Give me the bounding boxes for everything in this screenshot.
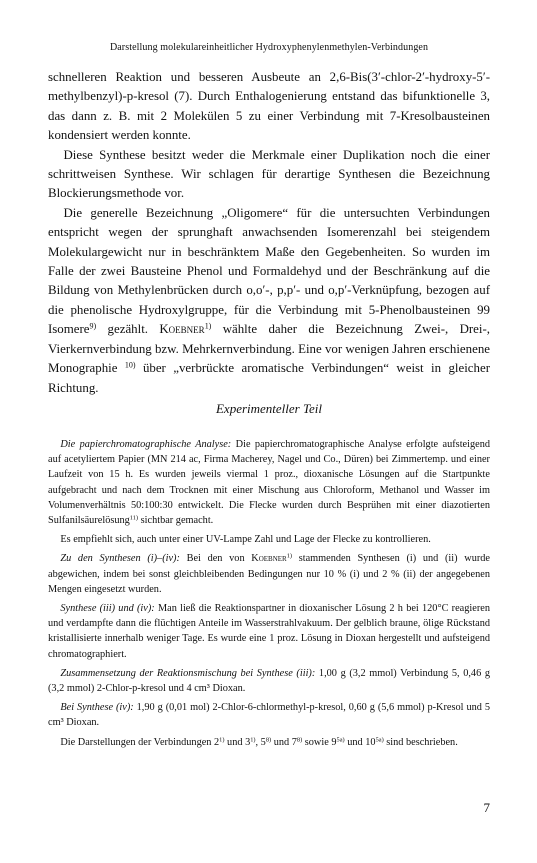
exp-paragraph-uv: Es empfiehlt sich, auch unter einer UV-Lampe Zahl und Lage der Flecke zu kontrollieren. <box>60 534 431 546</box>
reference-marker: 1) <box>286 552 293 560</box>
exp-paragraph-synthesis-iv <box>48 700 490 730</box>
exp-text: sichtbar gemacht. <box>138 515 214 527</box>
exp-text: 1,90 g (0,01 mol) 2-Chlor-6-chlormethyl-p-kresol, 0,60 g (5,6 mmol) p-Kresol und 5 cm³ Dioxan. <box>48 702 490 729</box>
exp-paragraph-syntheses <box>48 551 490 597</box>
paragraph-3-text-c: wählte daher die Bezeichnung Zwei-, Drei-, Vierkernverbindung bzw. Mehrkernverbindung. Eine vor wenigen Jahren erschienene Monographie <box>48 322 490 376</box>
reference-marker: 1) <box>250 736 256 744</box>
reference-marker: 1) <box>219 736 225 744</box>
author-name: Koebner <box>251 553 287 565</box>
exp-paragraph-references <box>48 735 490 750</box>
paragraph-1: schnelleren Reaktion und besseren Ausbeute an 2,6-Bis(3′-chlor-2′-hydroxy-5′-methylbenzyl)-p-kresol (7). Durch Enthalogenierung entstand das bifunktionelle 3, das dann z. B. mit 2 Molekülen 5 zu einer Verbindung mit 7-Kresolbausteinen kondensiert werden konnte. <box>48 70 490 143</box>
reference-marker: 5a) <box>375 736 384 744</box>
paragraph-3-text-a: Die generelle Bezeichnung „Oligomere“ für die untersuchten Verbindungen entspricht wegen der sprunghaft anwachsenden Isomerenzahl bei steigendem Molekulargewicht nur in beschränktem Maße den Gegebenheiten. So wurden im Falle der zwei Bausteine Phenol und Formaldehyd und der Beschränkung auf die Bildung von Methylenbrücken durch o,o′-, p,p′- und o,p′-Verknüpfung, bezogen auf die phenolische Hydroxylgruppe, für die Verbindung mit 5-Phenolbausteinen 99 Isomere <box>48 205 490 337</box>
reference-marker: 9) <box>89 321 97 331</box>
exp-lead: Zu den Synthesen (i)–(iv): <box>60 553 180 565</box>
reference-marker: 11) <box>129 514 139 522</box>
exp-text: und 10 <box>344 736 376 748</box>
exp-text: und 3 <box>224 736 251 748</box>
reference-marker: 8) <box>265 736 272 744</box>
paragraph-3-text-d: über „verbrückte aromatische Verbindungen“ weist in gleicher Richtung. <box>48 361 490 395</box>
exp-lead: Bei Synthese (iv): <box>60 702 134 714</box>
reference-marker: 5a) <box>336 736 345 744</box>
exp-text: sowie 9 <box>302 736 337 748</box>
section-title: Experimenteller Teil <box>215 401 323 416</box>
paragraph-3-text-b: gezählt. <box>96 322 160 337</box>
reference-marker: 10) <box>124 360 136 370</box>
paragraph-2: Diese Synthese besitzt weder die Merkmale einer Duplikation noch die einer schrittweisen Synthese. Wir schlagen für derartige Synthesen die Bezeichnung Blockierungsmethode vor. <box>48 147 490 201</box>
exp-text: Die papierchromatographische Analyse erfolgte aufsteigend auf acetyliertem Papier (MN 214 ac, Firma Macherey, Nagel und Co., Düren) bei Zimmertemp. und einer Laufzeit von 15 h. Es wurden jeweils viermal 1 proz., dioxanische Lösungen auf die Startpunkte aufgebracht und nach dem Trocknen mit einer Mischung aus Chloroform, Methanol und Wasser im Volumenverhältnis 50:100:30 entwickelt. Die Flecke wurden durch Besprühen mit einer diazotierten Sulfanilsäurelösung <box>48 439 491 527</box>
exp-text: und 7 <box>271 736 297 748</box>
exp-text: Bei den von <box>179 553 252 565</box>
body-text <box>48 68 490 398</box>
exp-lead: Zusammensetzung der Reaktionsmischung bei Synthese (iii): <box>60 667 316 679</box>
exp-text: Die Darstellungen der Verbindungen 2 <box>60 736 220 748</box>
author-name: Koebner <box>159 322 205 337</box>
exp-text: sind beschrieben. <box>383 736 458 748</box>
exp-text: stammenden Synthesen (i) und (ii) wurde abgewichen, indem bei sonst gleichbleibenden Bedingungen nur 10 % (i) und 2 % (ii) der angegebenen Mengen eingesetzt wurden. <box>48 553 490 595</box>
experimental-section <box>48 437 490 754</box>
exp-paragraph-synthesis-iii-iv <box>48 601 490 662</box>
reference-marker: 1) <box>204 321 212 331</box>
page-number: 7 <box>483 800 490 815</box>
exp-lead: Die papierchromatographische Analyse: <box>60 439 232 450</box>
paragraph-3 <box>48 204 490 398</box>
exp-paragraph-mixture-iii <box>48 666 490 696</box>
exp-text: 1,00 g (3,2 mmol) Verbindung 5, 0,46 g (3,2 mmol) 2-Chlor-p-kresol und 4 cm³ Dioxan. <box>48 667 490 695</box>
exp-paragraph-analysis <box>48 437 490 528</box>
running-head: Darstellung molekulareinheitlicher Hydroxyphenylenmethylen-Verbindungen <box>109 42 429 53</box>
reference-marker: 8) <box>296 736 303 744</box>
exp-text: , 5 <box>255 736 266 748</box>
exp-text: Man ließ die Reaktionspartner in dioxanischer Lösung 2 h bei 120°C reagieren und verdampfte dann die flüchtigen Anteile im Wasserstrahlvakuum. Der gelblich braune, ölige Rückstand kristallisierte innerhalb weniger Tage. Es wurde eine 1 proz. Lösung in Dioxan hergestellt und aufsteigend chromatographiert. <box>48 603 490 660</box>
exp-lead: Synthese (iii) und (iv): <box>60 603 155 615</box>
